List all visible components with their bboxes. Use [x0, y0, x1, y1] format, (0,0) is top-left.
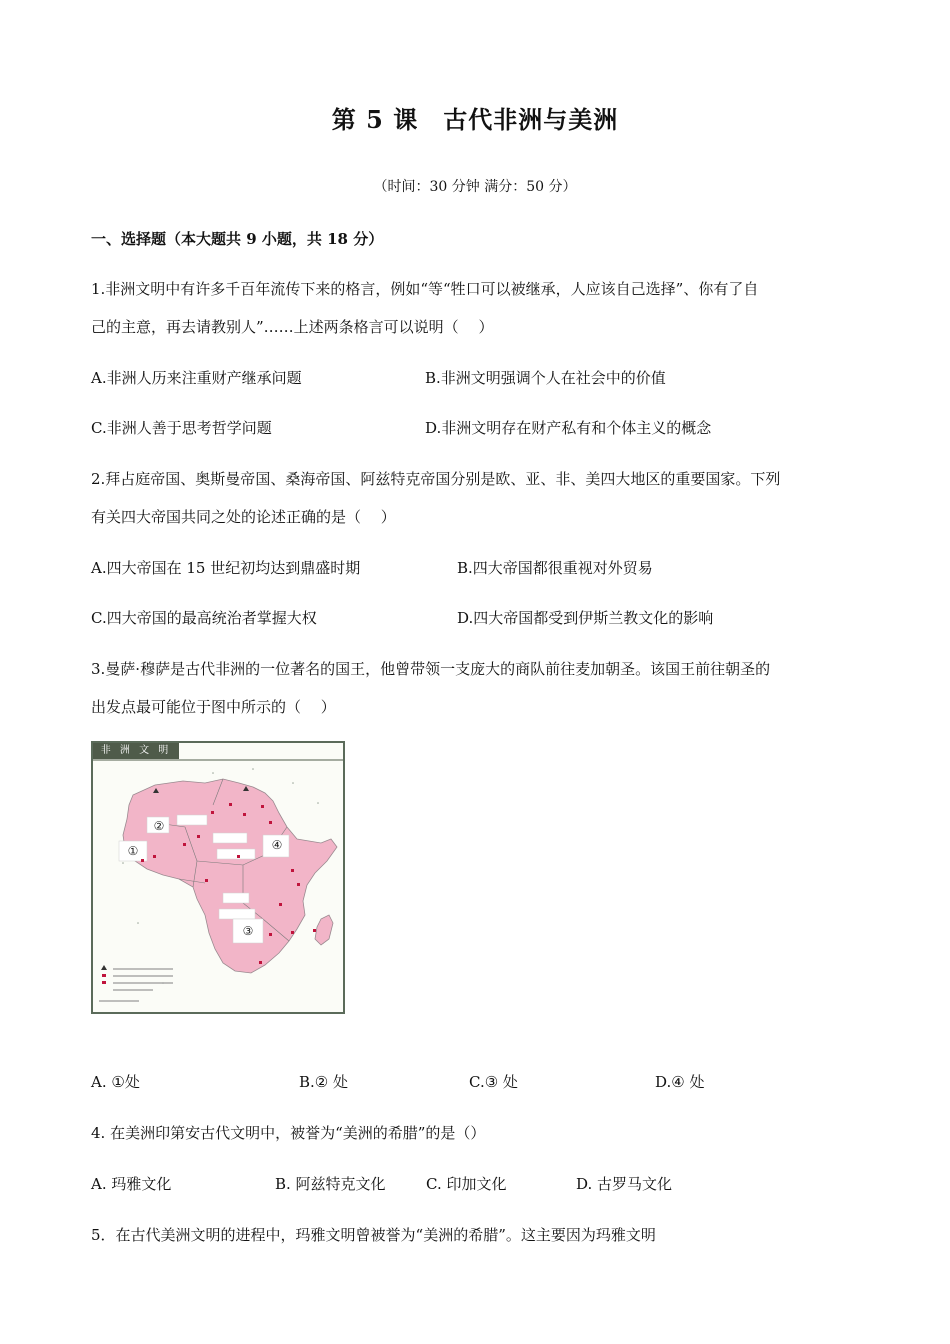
map-canvas — [93, 743, 343, 1012]
question-4-option-c: C. 印加文化 — [426, 1175, 507, 1193]
map-legend — [99, 965, 173, 1001]
africa-civilization-map — [91, 741, 345, 1014]
map-marker-2: ② — [153, 819, 165, 833]
question-2-option-d: D.四大帝国都受到伊斯兰教文化的影响 — [457, 609, 714, 627]
question-2-option-a: A.四大帝国在 15 世纪初均达到鼎盛时期 — [91, 559, 361, 577]
question-3-line-2: 出发点最可能位于图中所示的（ ） — [91, 698, 336, 716]
question-3-option-d: D.④ 处 — [655, 1073, 705, 1091]
question-1-option-b: B.非洲文明强调个人在社会中的价值 — [425, 369, 666, 387]
section-heading: 一、选择题（本大题共 9 小题，共 18 分） — [91, 230, 384, 248]
question-5-line-1: 5．在古代美洲文明的进程中，玛雅文明曾被誉为“美洲的希腊”。这主要因为玛雅文明 — [91, 1226, 656, 1244]
question-2-option-b: B.四大帝国都很重视对外贸易 — [457, 559, 653, 577]
map-marker-1: ① — [127, 844, 139, 858]
question-1-line-2: 己的主意，再去请教别人”……上述两条格言可以说明（ ） — [91, 318, 494, 336]
question-4-option-d: D. 古罗马文化 — [576, 1175, 673, 1193]
question-4-line-1: 4. 在美洲印第安古代文明中，被誉为“美洲的希腊”的是（） — [91, 1124, 486, 1142]
africa-landmass — [123, 779, 337, 973]
map-title: 非 洲 文 明 — [93, 743, 179, 759]
question-4-option-a: A. 玛雅文化 — [91, 1175, 172, 1193]
page-title: 第 5 课 古代非洲与美洲 — [331, 105, 619, 134]
map-marker-3: ③ — [242, 924, 254, 938]
exam-info: （时间：30 分钟 满分：50 分） — [373, 179, 577, 195]
madagascar — [315, 915, 333, 945]
question-1-option-d: D.非洲文明存在财产私有和个体主义的概念 — [425, 419, 712, 437]
question-2-option-c: C.四大帝国的最高统治者掌握大权 — [91, 609, 317, 627]
question-1-option-c: C.非洲人善于思考哲学问题 — [91, 419, 272, 437]
map-marker-4: ④ — [271, 838, 283, 852]
question-1-line-1: 1.非洲文明中有许多千百年流传下来的格言，例如“等“牲口可以被继承，人应该自己选择”、你有了自 — [91, 280, 759, 298]
question-1-option-a: A.非洲人历来注重财产继承问题 — [91, 369, 302, 387]
question-2-line-1: 2.拜占庭帝国、奥斯曼帝国、桑海帝国、阿兹特克帝国分别是欧、亚、非、美四大地区的重要国家。下列 — [91, 470, 781, 488]
question-3-option-b: B.② 处 — [299, 1073, 349, 1091]
question-4-option-b: B. 阿兹特克文化 — [275, 1175, 386, 1193]
question-3-option-a: A. ①处 — [91, 1073, 140, 1091]
question-3-line-1: 3.曼萨·穆萨是古代非洲的一位著名的国王，他曾带领一支庞大的商队前往麦加朝圣。该国王前往朝圣的 — [91, 660, 771, 678]
question-2-line-2: 有关四大帝国共同之处的论述正确的是（ ） — [91, 508, 396, 526]
question-3-option-c: C.③ 处 — [469, 1073, 518, 1091]
